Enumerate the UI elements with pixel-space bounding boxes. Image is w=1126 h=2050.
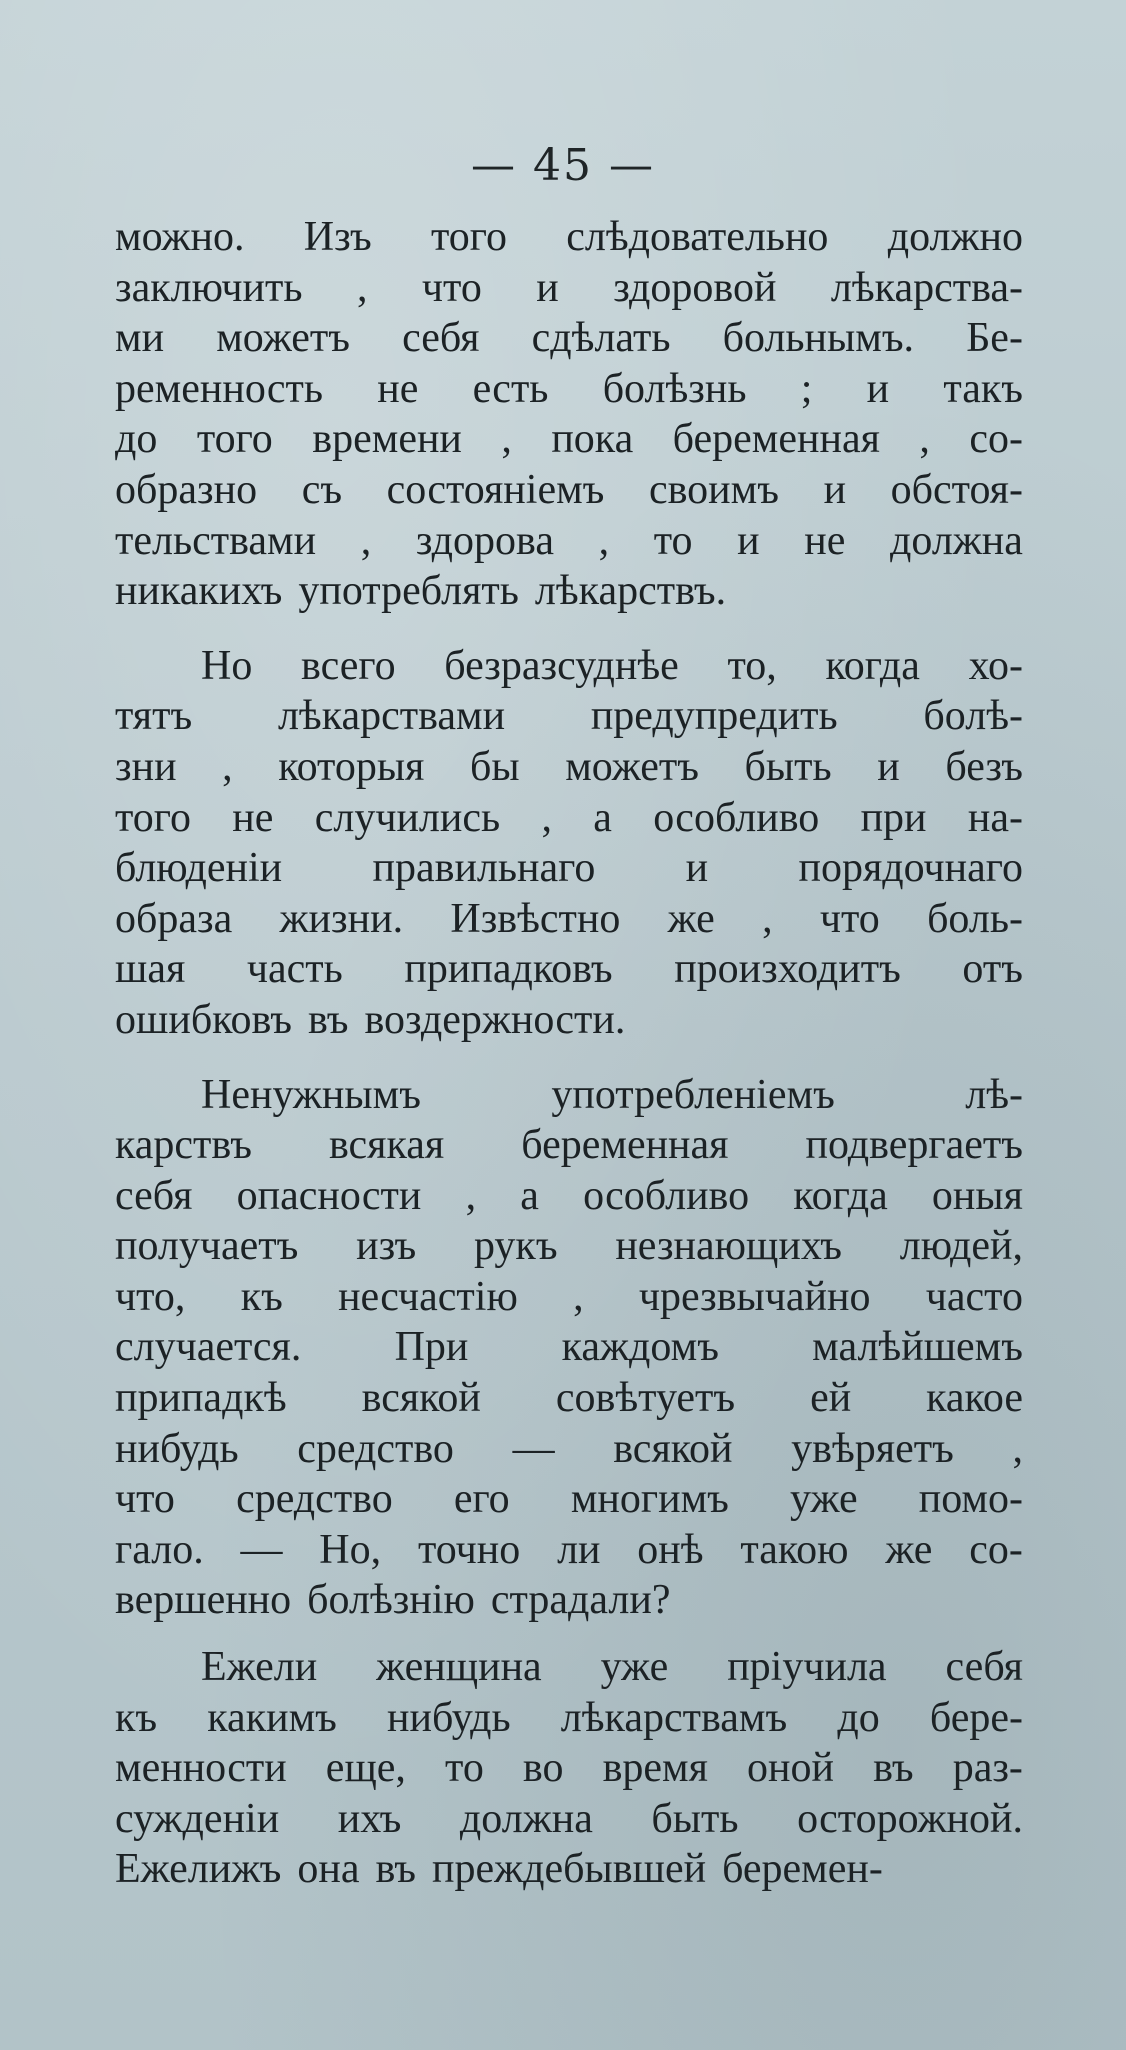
word: пріучила: [727, 1644, 887, 1691]
word: беременная: [672, 416, 880, 463]
word: опасности: [236, 1172, 422, 1219]
word: и: [737, 517, 760, 564]
text-line: [115, 1474, 1023, 1525]
word: ,: [501, 416, 512, 463]
word: ,: [573, 1273, 584, 1320]
word: ошибковъ: [115, 996, 292, 1043]
word: всякой: [613, 1425, 733, 1472]
word: при: [860, 794, 927, 841]
paragraph: [115, 641, 1023, 1046]
word: подвергаетъ: [805, 1122, 1023, 1169]
text-line: [115, 212, 1023, 263]
word: При: [394, 1324, 469, 1371]
word: не: [232, 794, 274, 841]
word: сужденіи: [115, 1795, 280, 1842]
word: слѣдовательно: [566, 214, 829, 260]
word: воздержности.: [364, 996, 626, 1043]
word: ,: [598, 517, 610, 564]
word: такъ: [943, 365, 1023, 412]
word: себя: [115, 1172, 193, 1219]
word: зни: [115, 743, 177, 790]
word: быть: [744, 743, 832, 790]
word: припадкѣ: [115, 1375, 287, 1422]
text-line: [115, 263, 1023, 314]
text-line: [115, 691, 1023, 742]
page-number: — 45 —: [471, 140, 655, 191]
word: рукъ: [473, 1223, 558, 1270]
word: страдали?: [490, 1577, 671, 1624]
text-line: [115, 1322, 1023, 1373]
word: время: [602, 1745, 708, 1792]
paragraph: [115, 1642, 1023, 1895]
word: гало.: [115, 1526, 204, 1573]
word: боль-: [927, 895, 1023, 942]
word: пока: [551, 416, 634, 463]
word: заключить: [115, 264, 303, 311]
word: безъ: [945, 743, 1023, 790]
word: средство: [297, 1425, 454, 1472]
word: какое: [926, 1375, 1023, 1422]
word: быть: [651, 1795, 739, 1842]
text-line: [115, 1070, 1023, 1121]
word: больнымъ.: [722, 315, 915, 362]
word: еще,: [325, 1745, 406, 1792]
word: никакихъ: [115, 568, 283, 615]
word: всякая: [328, 1122, 445, 1169]
text-line: [115, 1424, 1023, 1475]
text-line: [115, 1525, 1023, 1576]
word: ;: [800, 365, 813, 412]
word: часть: [246, 946, 343, 993]
text-line: [115, 995, 1023, 1046]
word: и: [866, 365, 890, 412]
word: и: [536, 264, 559, 311]
word: карствъ: [115, 1122, 252, 1169]
word: Извѣстно: [450, 895, 621, 942]
word: увѣряетъ: [791, 1425, 954, 1472]
word: такою: [740, 1526, 849, 1573]
word: во: [522, 1745, 564, 1792]
word: своимъ: [649, 466, 779, 513]
word: что: [421, 264, 482, 311]
word: особливо: [653, 794, 820, 841]
word: образа: [115, 895, 233, 942]
word: болѣзнію: [307, 1577, 475, 1624]
word: случается.: [115, 1324, 302, 1371]
word: помо-: [918, 1476, 1023, 1523]
word: что,: [115, 1273, 186, 1320]
word: ли: [557, 1526, 601, 1573]
word: же: [667, 895, 715, 942]
word: онѣ: [637, 1526, 704, 1573]
word: лѣкарствамъ: [560, 1694, 788, 1741]
word: ,: [360, 517, 372, 564]
word: до: [115, 416, 158, 463]
text-line: [115, 1693, 1023, 1744]
text-line: [115, 843, 1023, 894]
word: на-: [967, 794, 1023, 841]
word: точно: [417, 1526, 521, 1573]
word: всего: [301, 642, 396, 689]
word: людей,: [899, 1223, 1023, 1270]
word: случились: [314, 794, 501, 841]
word: блюденіи: [115, 845, 283, 892]
text-line: [115, 1743, 1023, 1794]
word: —: [240, 1526, 283, 1573]
word: уже: [600, 1644, 669, 1691]
text-line: [115, 1171, 1023, 1222]
word: и: [877, 743, 900, 790]
word: ,: [465, 1172, 477, 1219]
word: Изъ: [303, 214, 372, 260]
word: бере-: [929, 1694, 1023, 1741]
word: часто: [925, 1273, 1023, 1320]
word: къ: [240, 1273, 283, 1320]
word: порядочнаго: [798, 845, 1023, 892]
word: Ненужнымъ: [201, 1071, 421, 1118]
paragraph: [115, 1070, 1023, 1627]
word: и: [685, 845, 709, 892]
word: ,: [541, 794, 552, 841]
word: употребленіемъ: [551, 1071, 835, 1118]
word: шая: [115, 946, 186, 993]
word: —: [512, 1425, 555, 1472]
word: себя: [945, 1644, 1023, 1691]
word: со-: [969, 1526, 1023, 1573]
word: не: [804, 517, 846, 564]
text-line: [115, 641, 1023, 692]
word: здорова: [415, 517, 554, 564]
word: уже: [790, 1476, 858, 1523]
word: къ: [115, 1694, 158, 1741]
word: здоровой: [613, 264, 777, 311]
word: особливо: [583, 1172, 750, 1219]
word: менности: [115, 1745, 287, 1792]
word: лѣкарствами: [277, 693, 506, 740]
word: беременная: [521, 1122, 729, 1169]
word: она: [297, 1846, 360, 1893]
word: лѣ-: [965, 1071, 1023, 1118]
word: произходитъ: [674, 946, 901, 993]
word: ременность: [115, 365, 324, 412]
word: въ: [307, 996, 349, 1043]
word: то,: [727, 642, 777, 689]
word: а: [593, 794, 612, 841]
word: тятъ: [115, 693, 193, 740]
word: ,: [222, 743, 233, 790]
word: лѣкарства-: [830, 264, 1023, 311]
word: того: [430, 214, 507, 260]
text-line: [115, 1794, 1023, 1845]
word: раз-: [952, 1745, 1023, 1792]
word: а: [520, 1172, 539, 1219]
word: правильнаго: [372, 845, 596, 892]
word: то: [445, 1745, 484, 1792]
text-line: [115, 1221, 1023, 1272]
word: нибудь: [387, 1694, 511, 1741]
word: женщина: [376, 1644, 542, 1691]
body-text: [115, 212, 1023, 1895]
word: того: [115, 794, 191, 841]
word: должна: [459, 1795, 593, 1842]
text-line: [115, 894, 1023, 945]
word: времени: [312, 416, 462, 463]
text-line: [115, 516, 1023, 567]
word: всякой: [361, 1375, 481, 1422]
word: употреблять: [298, 568, 519, 615]
word: ми: [115, 315, 165, 362]
word: съ: [301, 466, 343, 513]
word: чрезвычайно: [638, 1273, 871, 1320]
text-line: [115, 793, 1023, 844]
text-line: [115, 414, 1023, 465]
text-line: [115, 1373, 1023, 1424]
word: Бе-: [966, 315, 1023, 362]
word: ихъ: [337, 1795, 402, 1842]
word: можетъ: [216, 315, 350, 362]
word: совѣтуетъ: [555, 1375, 736, 1422]
word: можно.: [115, 214, 245, 260]
word: Но: [201, 642, 253, 689]
word: можетъ: [565, 743, 699, 790]
text-line: [115, 1120, 1023, 1171]
text-line: [115, 1844, 1023, 1895]
word: бы: [469, 743, 520, 790]
word: болѣзнь: [602, 365, 747, 412]
word: малѣйшемъ: [812, 1324, 1023, 1371]
word: предупредить: [590, 693, 838, 740]
word: какимъ: [207, 1694, 337, 1741]
word: ,: [919, 416, 930, 463]
word: должно: [887, 214, 1023, 260]
word: лѣкарствъ.: [534, 568, 727, 615]
word: осторожной.: [797, 1795, 1023, 1842]
paragraph: [115, 212, 1023, 617]
word: нибудь: [115, 1425, 239, 1472]
text-line: [115, 1642, 1023, 1693]
word: Но,: [319, 1526, 382, 1573]
word: то: [653, 517, 693, 564]
word: несчастію: [338, 1273, 518, 1320]
word: отъ: [962, 946, 1023, 993]
word: оныя: [931, 1172, 1023, 1219]
word: безразсуднѣе: [444, 642, 679, 689]
word: и: [823, 466, 847, 513]
word: образно: [115, 466, 258, 513]
word: со-: [969, 416, 1023, 463]
word: что: [819, 895, 880, 942]
word: хо-: [968, 642, 1023, 689]
word: есть: [472, 365, 549, 412]
word: тельствами: [115, 517, 317, 564]
word: Ежелижъ: [115, 1846, 282, 1893]
word: получаетъ: [115, 1223, 299, 1270]
word: сдѣлать: [531, 315, 671, 362]
text-line: [115, 1575, 1023, 1626]
word: въ: [375, 1846, 417, 1893]
word: беремен-: [722, 1846, 883, 1893]
word: состояніемъ: [386, 466, 605, 513]
word: ,: [356, 264, 368, 311]
word: должна: [890, 517, 1023, 564]
word: себя: [402, 315, 480, 362]
word: его: [453, 1476, 510, 1523]
word: что: [115, 1476, 175, 1523]
word: болѣ-: [923, 693, 1023, 740]
word: преждебывшей: [432, 1846, 707, 1893]
word: когда: [825, 642, 920, 689]
text-line: [115, 742, 1023, 793]
word: же: [885, 1526, 933, 1573]
word: многимъ: [570, 1476, 729, 1523]
text-line: [115, 566, 1023, 617]
word: того: [196, 416, 273, 463]
word: вершенно: [115, 1577, 292, 1624]
text-line: [115, 313, 1023, 364]
word: незнающихъ: [615, 1223, 842, 1270]
word: которыя: [278, 743, 425, 790]
text-line: [115, 364, 1023, 415]
word: ей: [810, 1375, 852, 1422]
word: Ежели: [201, 1644, 318, 1691]
word: припадковъ: [404, 946, 613, 993]
word: не: [377, 365, 419, 412]
text-line: [115, 465, 1023, 516]
text-line: [115, 944, 1023, 995]
word: жизни.: [279, 895, 404, 942]
word: обстоя-: [890, 466, 1023, 513]
word: средство: [236, 1476, 393, 1523]
word: ,: [1012, 1425, 1023, 1472]
word: изъ: [356, 1223, 417, 1270]
word: каждомъ: [561, 1324, 719, 1371]
word: когда: [793, 1172, 888, 1219]
text-line: [115, 1272, 1023, 1323]
word: въ: [873, 1745, 914, 1792]
word: ,: [762, 895, 773, 942]
word: до: [837, 1694, 880, 1741]
word: оной: [747, 1745, 834, 1792]
